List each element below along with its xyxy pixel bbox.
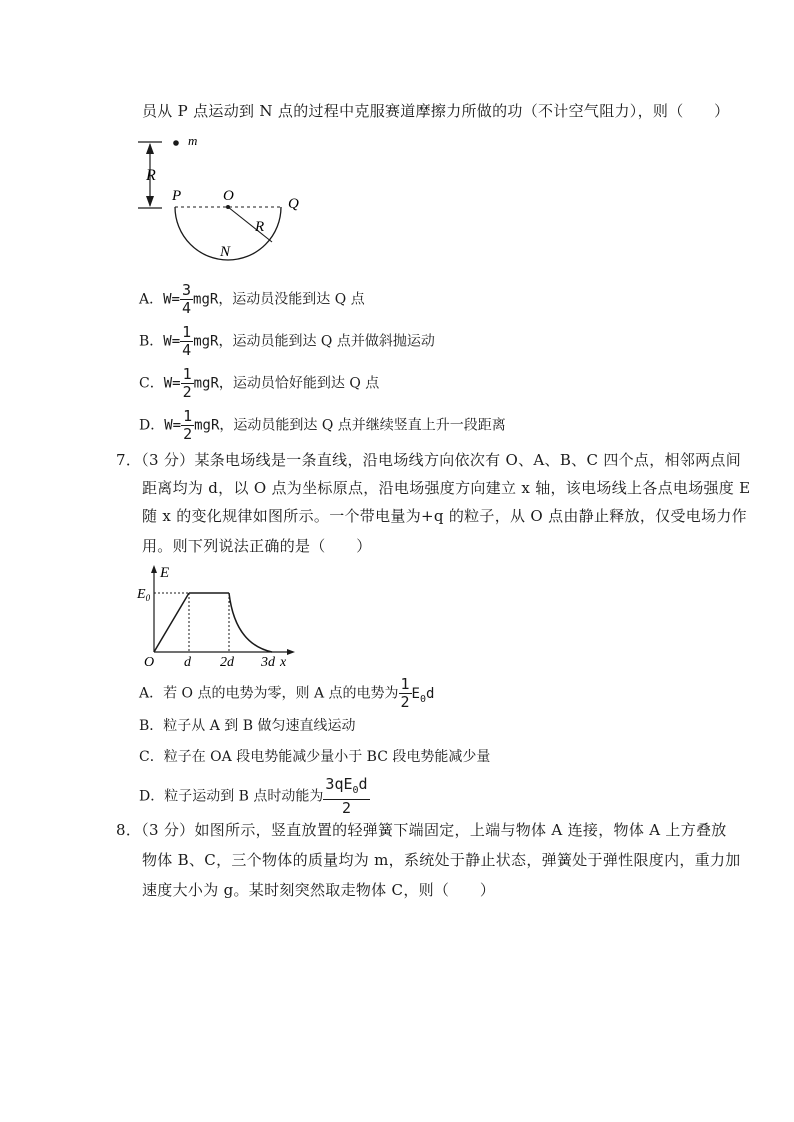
q6-label-N: N [220,244,231,260]
q7-option-b[interactable]: B．粒子从 A 到 B 做匀速直线运动 [139,718,356,734]
q7-x-tick-2d: 2d [220,655,234,670]
q6-label-P: P [172,188,182,204]
q6-track-figure [132,130,312,265]
q7-xlabel: x [280,655,287,670]
q7-y-tick-E0: $E_0$ [137,587,151,603]
q7-x-tick-d: d [184,655,191,670]
q7-stem-line-2: 距离均为 d，以 O 点为坐标原点，沿电场强度方向建立 x 轴，该电场线上各点电场强度 E [142,479,751,497]
q8-stem-line-3: 速度大小为 g。某时刻突然取走物体 C，则（ ） [142,881,496,899]
q6-label-Q: Q [288,196,299,212]
q6-label-O: O [223,188,234,204]
q7-option-d[interactable]: D．粒子运动到 B 点时动能为 $\frac{3qE_0d}{2}$ [139,775,368,817]
q7-option-a[interactable]: A．若 O 点的电势为零，则 A 点的电势为 $\frac{1}{2}$ $E_0d$ [139,675,435,711]
q8-stem-line-2: 物体 B、C，三个物体的质量均为 m，系统处于静止状态，弹簧处于弹性限度内，重力加 [142,851,741,869]
q6-option-a[interactable]: A．W= $\frac{3}{4}$ mgR，运动员没能到达 Q 点 [139,281,365,317]
q7-field-graph [132,562,302,670]
q6-option-b[interactable]: B．W= $\frac{1}{4}$ mgR，运动员能到达 Q 点并做斜抛运动 [139,323,435,359]
q6-mass-dot [173,140,179,146]
q7-option-a-fraction: $\frac{1}{2}$ [400,675,410,711]
q7-stem-line-1: 7．（3 分）某条电场线是一条直线，沿电场线方向依次有 O、A、B、C 四个点，相邻两点间 [116,451,742,469]
q6-label-m: m [188,133,198,148]
q6-label-R-radius: R [255,219,265,235]
q6-option-c-fraction: $\frac{1}{2}$ [182,365,192,401]
q7-ylabel: E [160,565,170,581]
q6-stem-tail: 员从 P 点运动到 N 点的过程中克服赛道摩擦力所做的功（不计空气阻力），则（ ） [142,102,730,120]
q7-x-tick-3d: 3d [261,655,275,670]
q7-option-c[interactable]: C．粒子在 OA 段电势能减少量小于 BC 段电势能减少量 [139,749,491,765]
q7-origin-label: O [144,655,155,670]
q6-label-R-left: R [146,167,156,184]
q8-stem-line-1: 8．（3 分）如图所示，竖直放置的轻弹簧下端固定，上端与物体 A 连接，物体 A 上方叠放 [116,821,727,839]
q6-option-a-fraction: $\frac{3}{4}$ [181,281,192,317]
q7-stem-line-3: 随 x 的变化规律如图所示。一个带电量为+q 的粒子，从 O 点由静止释放，仅受电场力作 [142,507,747,525]
q6-option-d-fraction: $\frac{1}{2}$ [183,407,193,443]
q6-option-d[interactable]: D．W= $\frac{1}{2}$ mgR，运动员能到达 Q 点并继续竖直上升一段距离 [139,407,506,443]
q7-option-d-fraction: $\frac{3qE_0d}{2}$ [325,775,368,817]
q6-option-b-fraction: $\frac{1}{4}$ [182,323,192,359]
q7-stem-line-4: 用。则下列说法正确的是（ ） [142,537,372,555]
q6-option-c[interactable]: C．W= $\frac{1}{2}$ mgR，运动员恰好能到达 Q 点 [139,365,380,401]
